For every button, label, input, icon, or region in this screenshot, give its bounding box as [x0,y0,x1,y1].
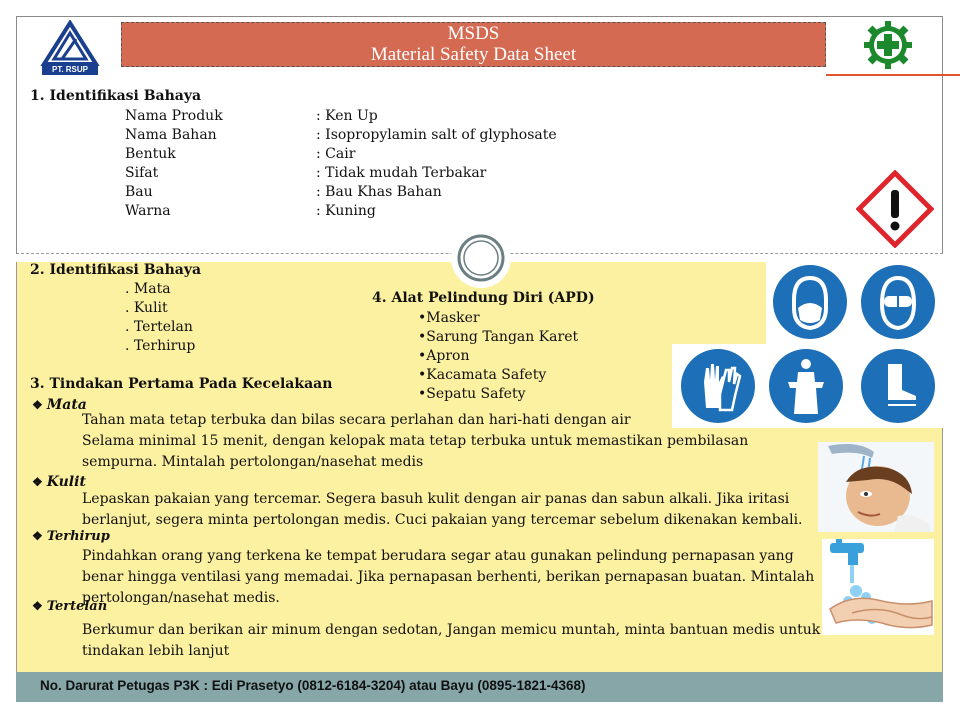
list-item: •Sepatu Safety [418,386,526,402]
value-sifat: : Tidak mudah Terbakar [316,165,487,181]
list-item: . Kulit [125,300,168,316]
eye-wash-icon [818,442,934,532]
section2-list [125,280,195,356]
mata-line: Tahan mata tetap terbuka dan bilas secara perlahan dan hari-hati dengan air [82,412,631,428]
label-bentuk: Bentuk [125,146,176,162]
subheading-mata [32,397,87,413]
green-safety-cross-icon [860,20,916,70]
tertelan-line: tindakan lebih lanjut [82,643,230,659]
mata-label: Mata [46,397,87,413]
list-item: . Mata [125,281,171,297]
label-nama-bahan: Nama Bahan [125,127,217,143]
terhirup-line: Pindahkan orang yang terkena ke tempat berudara segar atau gunakan pelindung pernapasan yang [82,548,794,564]
label-warna: Warna [125,203,171,219]
value-nama-produk: : Ken Up [316,108,378,124]
header-accent-line [826,74,960,76]
section4-heading: 4. Alat Pelindung Diri (APD) [372,290,595,306]
label-nama-produk: Nama Produk [125,108,223,124]
mata-text [82,410,782,473]
label-bau: Bau [125,184,153,200]
kulit-label: Kulit [46,474,86,490]
tertelan-text [82,620,822,662]
tertelan-label: Tertelan [46,599,108,614]
terhirup-line: pertolongan/nasehat medis. [82,590,280,606]
kulit-line: berlanjut, segera minta pertolongan medis. Cuci pakaian yang tercemar sebelum dikenakan kembali. [82,512,803,528]
list-item: •Sarung Tangan Karet [418,329,579,345]
list-item: . Tertelan [125,319,193,335]
subheading-kulit [32,474,86,490]
logo-text: PT. RSUP [51,65,88,74]
section4-list [418,309,578,404]
exclamation-hazard-icon [856,170,934,248]
title-line-msds: MSDS [447,23,500,44]
emergency-contact-footer: No. Darurat Petugas P3K : Edi Prasetyo (0812-6184-3204) atau Bayu (0895-1821-4368) [16,672,943,702]
page-title: Material Safety Data Sheet [370,44,577,65]
diamond-bullet-icon: ❖ [32,475,43,489]
mata-line: Selama minimal 15 menit, dengan kelopak mata tetap terbuka untuk memastikan pembilasan [82,433,749,449]
section3-heading: 3. Tindakan Pertama Pada Kecelakaan [30,376,333,392]
list-item: •Kacamata Safety [418,367,547,383]
section2-heading: 2. Identifikasi Bahaya [30,262,202,278]
boots-icon [860,348,936,424]
mata-line: sempurna. Mintalah pertolongan/nasehat medis [82,454,424,470]
goggles-icon [860,264,936,340]
diamond-bullet-icon: ❖ [32,398,43,412]
diamond-bullet-icon: ❖ [32,599,43,613]
value-warna: : Kuning [316,203,376,219]
list-item: •Apron [418,348,470,364]
diamond-bullet-icon: ❖ [32,529,43,543]
title-banner [121,22,826,67]
section1-labels [125,107,223,221]
tertelan-line: Berkumur dan berikan air minum dengan sedotan, Jangan memicu muntah, minta bantuan medis untuk [82,622,821,638]
hand-wash-icon [822,539,934,635]
value-bentuk: : Cair [316,146,356,162]
kulit-line: Lepaskan pakaian yang tercemar. Segera basuh kulit dengan air panas dan sabun alkali. Jika iritasi [82,491,790,507]
value-bau: : Bau Khas Bahan [316,184,442,200]
mask-icon [772,264,848,340]
section1-heading: 1. Identifikasi Bahaya [30,88,202,104]
section1-values [316,107,557,221]
terhirup-line: benar hingga ventilasi yang memadai. Jika pernapasan berhenti, berikan pernapasan buatan. Mintalah [82,569,815,585]
terhirup-label: Terhirup [46,529,110,544]
list-item: . Terhirup [125,338,196,354]
label-sifat: Sifat [125,165,159,181]
terhirup-text [82,546,815,609]
value-nama-bahan: : Isopropylamin salt of glyphosate [316,127,557,143]
list-item: •Masker [418,310,480,326]
divider-circle-icon [449,226,513,290]
kulit-text [82,489,802,531]
subheading-tertelan [32,599,107,614]
subheading-terhirup [32,529,110,544]
